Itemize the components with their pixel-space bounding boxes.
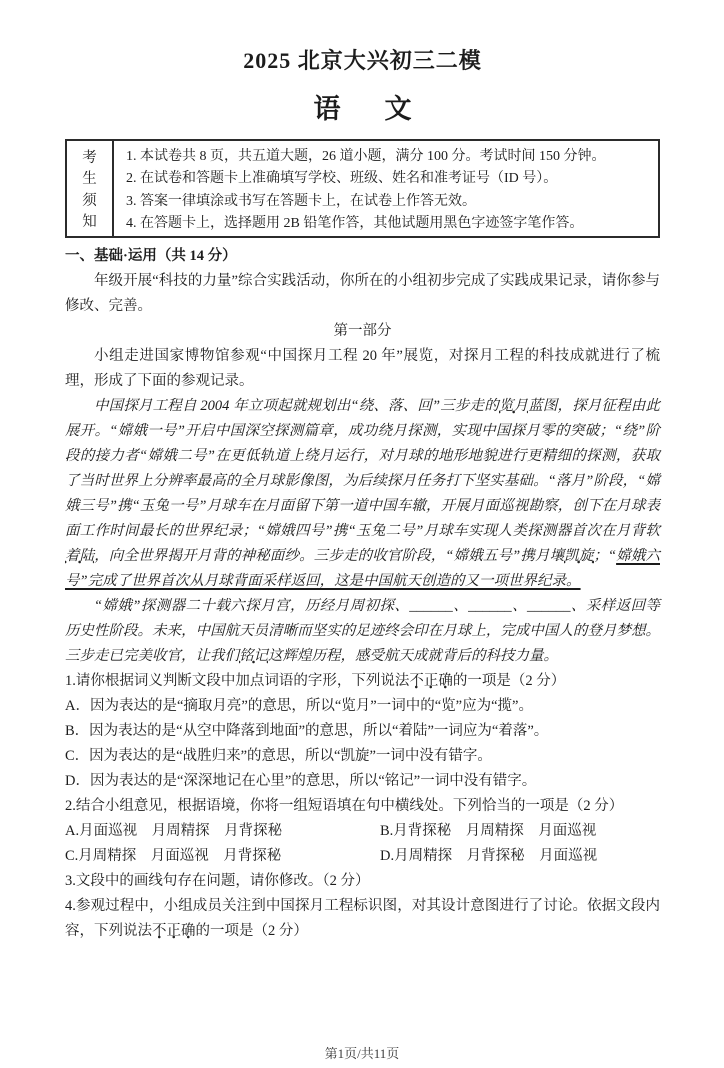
notice-item-list xyxy=(114,141,658,236)
lead-paragraph: 小组走进国家博物馆参观“中国探月工程 20 年”展览，对探月工程的科技成就进行了梳理，形成了下面的参观记录。 xyxy=(65,348,660,389)
notice-box xyxy=(65,139,660,238)
question-2-option-d: D.月周精探 月背探秘 月面巡视 xyxy=(380,848,598,864)
question-3-stem: 3.文段中的画线句存在问题，请你修改。（2 分） xyxy=(65,873,370,889)
question-2-option-row xyxy=(65,844,660,869)
notice-side-char: 知 xyxy=(82,213,97,230)
subject-char-left: 语 xyxy=(313,94,341,124)
notice-item: 4. 在答题卡上，选择题用 2B 铅笔作答，其他试题用黑色字迹签字笔作答。 xyxy=(126,215,584,231)
question-2-option-b: B.月背探秘 月周精探 月面巡视 xyxy=(380,823,597,839)
question-1-option-a: A．因为表达的是“摘取月亮”的意思，所以“览月”一词中的“览”应为“揽”。 xyxy=(65,698,533,714)
section-heading: 一、基础·运用（共 14 分） xyxy=(65,248,237,264)
exam-body xyxy=(65,244,660,944)
notice-side-char: 须 xyxy=(82,192,97,209)
question-2-option-row xyxy=(65,819,660,844)
page-footer: 第1页/共11页 xyxy=(324,1046,400,1061)
subject-title xyxy=(65,87,660,126)
notice-side-char: 生 xyxy=(82,171,97,188)
question-1-stem: 1.请你根据词义判断文段中加点词语的字形，下列说法不正确的一项是（2 分） xyxy=(65,673,566,689)
notice-item: 3. 答案一律填涂或书写在答题卡上，在试卷上作答无效。 xyxy=(126,193,476,209)
question-2-option-a: A.月面巡视 月周精探 月背探秘 xyxy=(65,823,283,839)
question-4-stem: 4.参观过程中，小组成员关注到中国探月工程标识图，对其设计意图进行了讨论。依据文段内容，下列说法不正确的一项是（2 分） xyxy=(65,898,660,939)
subject-char-right: 文 xyxy=(384,94,412,124)
question-1-option-c: C．因为表达的是“战胜归来”的意思，所以“凯旋”一词中没有错字。 xyxy=(65,748,492,764)
part-heading: 第一部分 xyxy=(333,323,392,339)
question-2-option-c: C.月周精探 月面巡视 月背探秘 xyxy=(65,848,282,864)
exam-page xyxy=(0,44,724,944)
passage-paragraph-2: “嫦娥”探测器二十载六探月宫，历经月周初探、______、______、______、采样返回等历史性阶段。未来，中国航天员清晰而坚实的足迹终会印在月球上，完成中国人的登月梦想。三步走已完美收官，让我们铭记这辉煌历程，感受航天成就背后的科技力量。 xyxy=(65,598,660,664)
passage-paragraph-1: 中国探月工程自 2004 年立项起就规划出“绕、落、回”三步走的览月蓝图，探月征程由此展开。“嫦娥一号”开启中国深空探测篇章，成功绕月探测，实现中国探月零的突破；“绕”阶段的接力者“嫦娥二号”在更低轨道上绕月运行，对月球的地形地貌进行更精细的探测，获取了当时世界上分辨率最高的全月球影像图，为后续探月任务打下坚实基础。“落月”阶段，“嫦娥三号”携“玉兔一号”月球车在月面留下第一道中国车辙，开展月面巡视勘察，创下在月球表面工作时间最长的世界纪录；“嫦娥四号”携“玉兔二号”月球车实现人类探测器首次在月背软着陆，向全世界揭开月背的神秘面纱。三步走的收官阶段，“嫦娥五号”携月壤凯旋；“嫦娥六号”完成了世界首次从月球背面采样返回，这是中国航天创造的又一项世界纪录。 xyxy=(65,398,661,589)
question-1-option-b: B．因为表达的是“从空中降落到地面”的意思，所以“着陆”一词应为“着落”。 xyxy=(65,723,549,739)
notice-item: 2. 在试卷和答题卡上准确填写学校、班级、姓名和准考证号（ID 号）。 xyxy=(126,171,558,187)
page-title: 2025 北京大兴初三二模 xyxy=(243,48,482,73)
question-1-option-d: D．因为表达的是“深深地记在心里”的意思，所以“铭记”一词中没有错字。 xyxy=(65,773,537,789)
notice-item: 1. 本试卷共 8 页，共五道大题，26 道小题，满分 100 分。考试时间 150 分钟。 xyxy=(126,149,606,165)
intro-paragraph: 年级开展“科技的力量”综合实践活动，你所在的小组初步完成了实践成果记录，请你参与修改、完善。 xyxy=(65,273,660,314)
notice-side-char: 考 xyxy=(82,150,97,167)
notice-side-label xyxy=(67,141,114,236)
question-2-stem: 2.结合小组意见，根据语境，你将一组短语填在句中横线处。下列恰当的一项是（2 分） xyxy=(65,798,624,814)
